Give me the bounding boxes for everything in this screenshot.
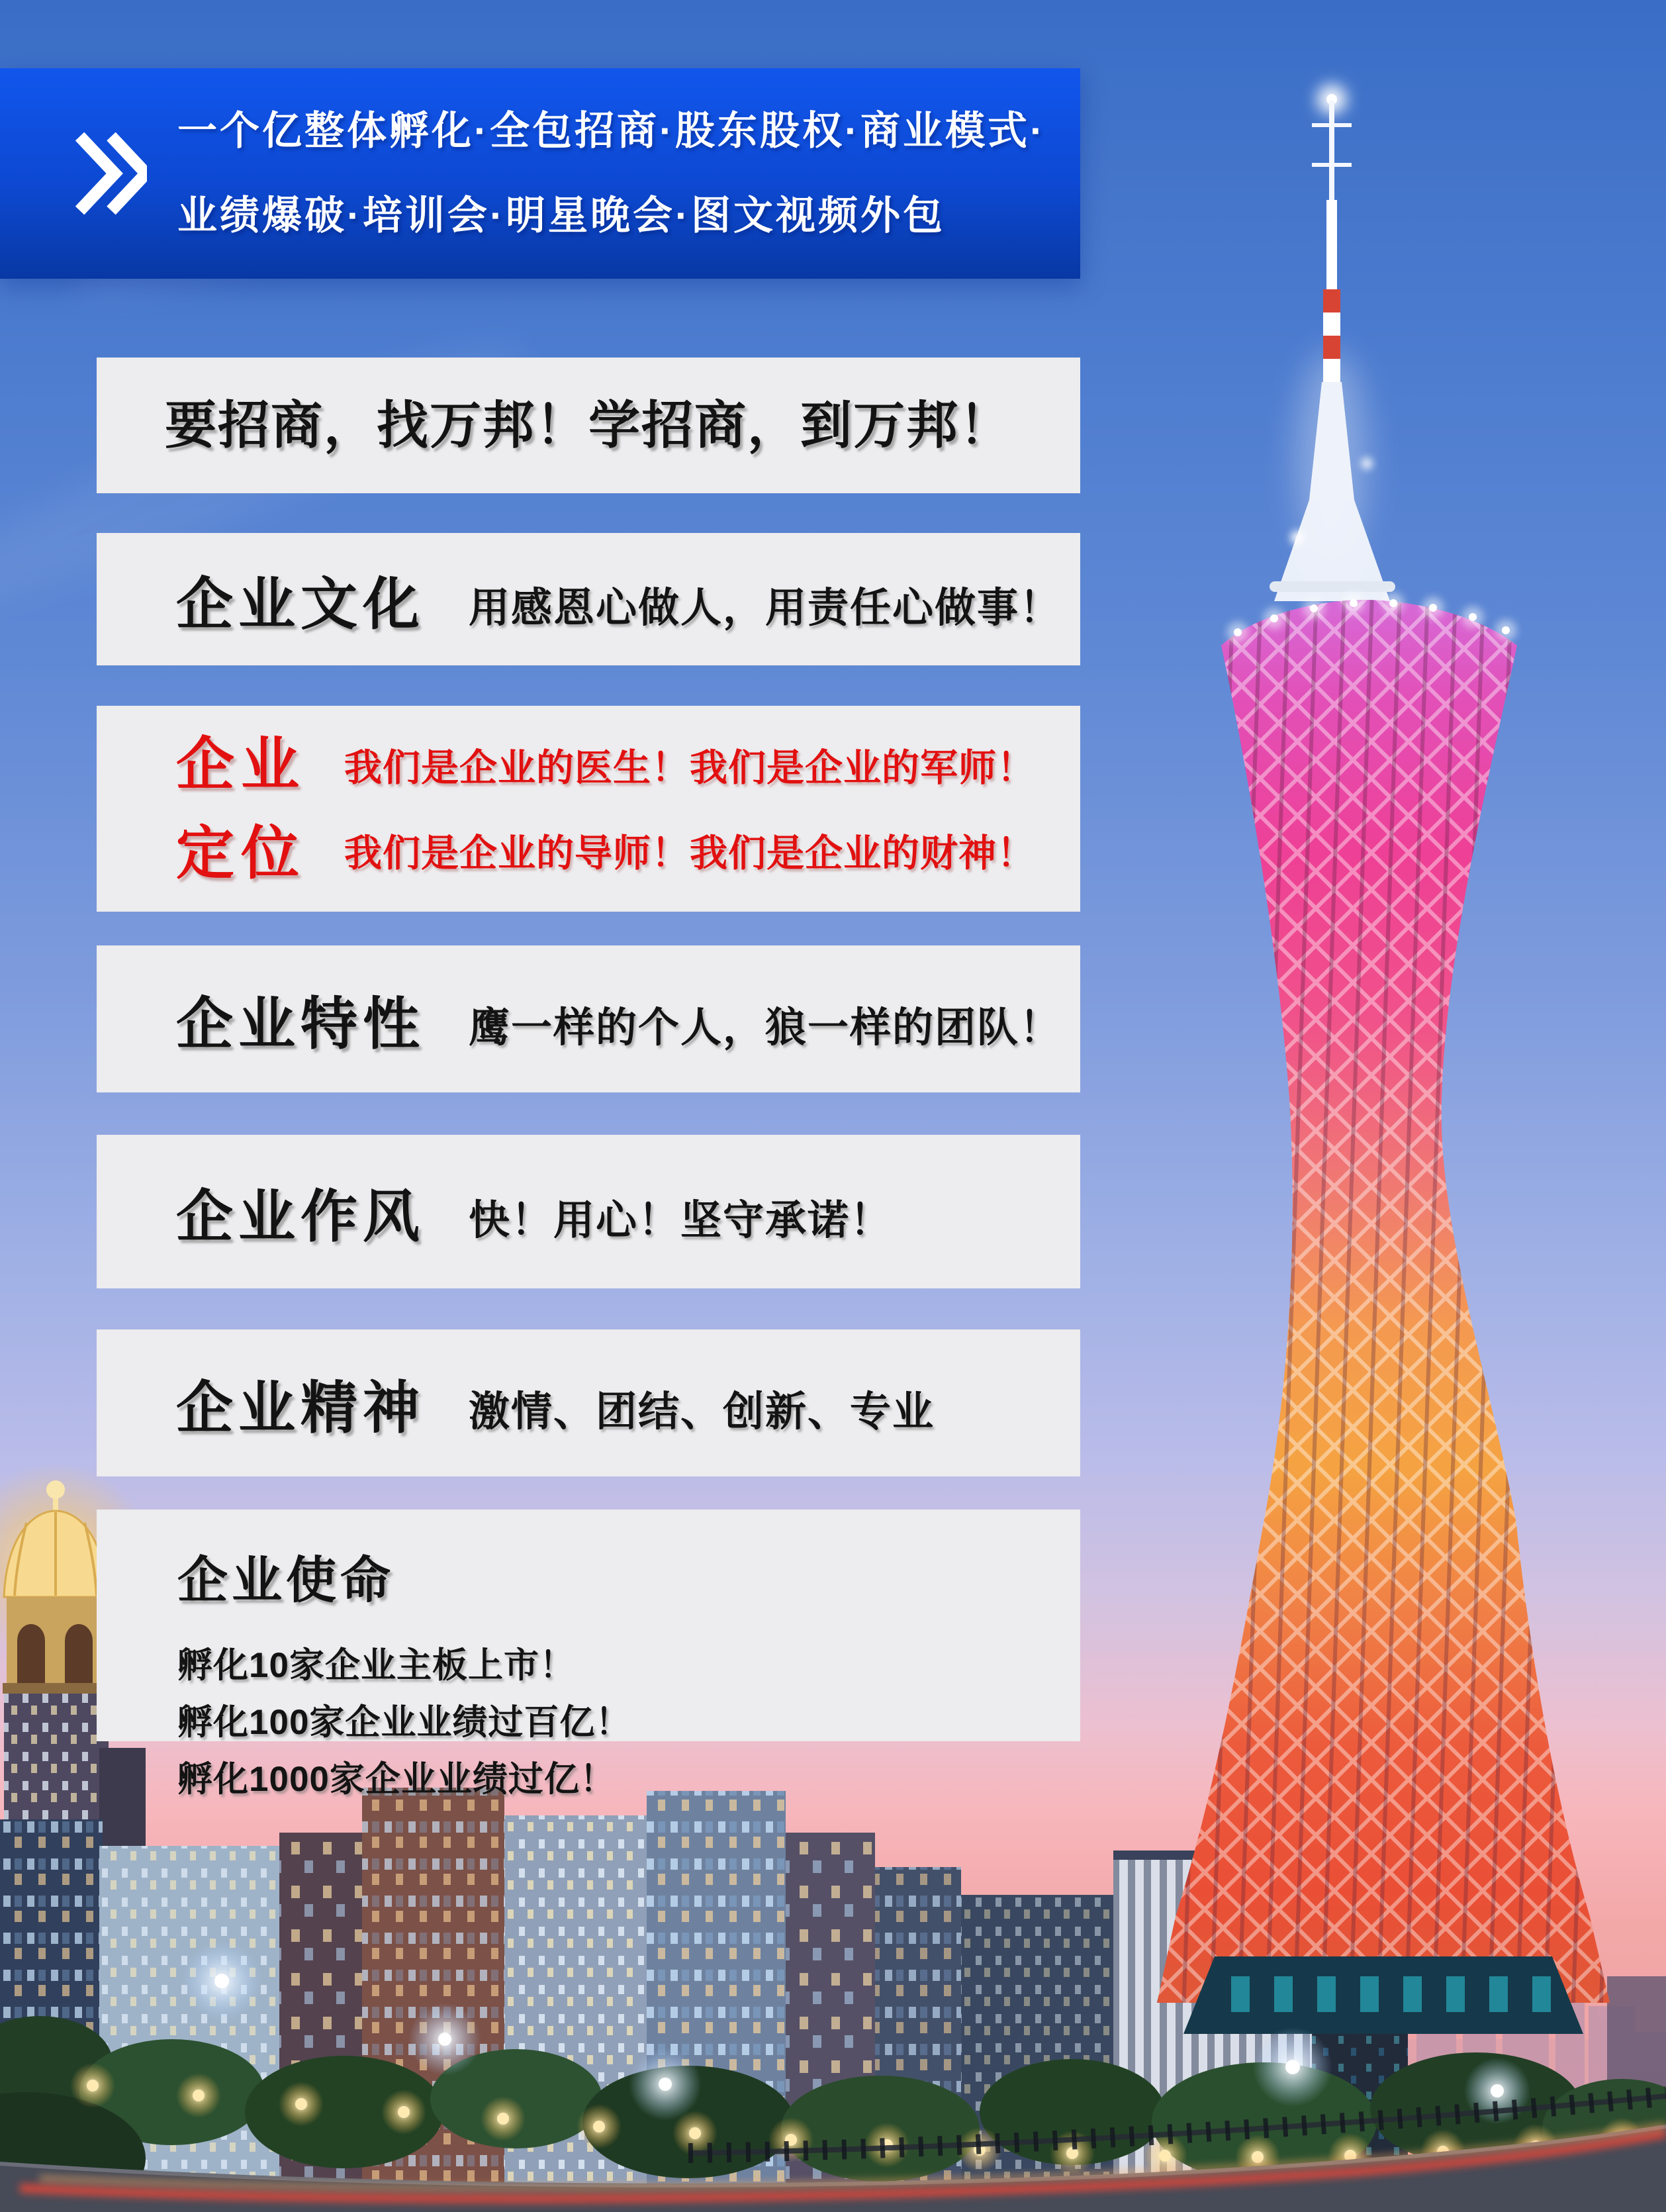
mission-panel <box>97 1510 1080 1799</box>
mission-line3: 孵化1000家企业业绩过亿！ <box>177 1759 616 1799</box>
positioning-title-line1: 企业 <box>176 731 306 797</box>
style-title: 企业作风 <box>176 1185 425 1249</box>
slogan-text: 要招商，找万邦！学招商，到万邦！ <box>164 396 1012 454</box>
positioning-line2: 我们是企业的导师！我们是企业的财神！ <box>344 832 1036 875</box>
double-chevron-right-icon <box>73 123 147 224</box>
top-banner-text <box>177 89 1046 258</box>
top-banner-line1: 一个亿整体孵化·全包招商·股东股权·商业模式· <box>177 109 1046 153</box>
positioning-line1: 我们是企业的医生！我们是企业的军师！ <box>344 747 1036 790</box>
spirit-title: 企业精神 <box>176 1376 425 1440</box>
mission-title: 企业使命 <box>177 1553 394 1609</box>
positioning-panel <box>97 706 1080 912</box>
tower-base-pavilion <box>1183 1956 1583 2034</box>
characteristics-panel <box>97 945 1080 1092</box>
positioning-content <box>344 726 1035 896</box>
culture-content: 用感恩心做人，用责任心做事！ <box>469 585 1062 631</box>
culture-panel <box>97 533 1080 665</box>
style-content: 快！用心！坚守承诺！ <box>469 1197 893 1243</box>
characteristics-title: 企业特性 <box>176 992 425 1056</box>
positioning-title <box>176 720 306 898</box>
top-banner <box>0 68 1080 279</box>
culture-title: 企业文化 <box>176 573 425 636</box>
slogan-panel <box>97 358 1080 493</box>
mission-line2: 孵化100家企业业绩过百亿！ <box>177 1702 631 1742</box>
characteristics-content: 鹰一样的个人，狼一样的团队！ <box>469 1004 1062 1051</box>
positioning-title-line2: 定位 <box>176 820 306 886</box>
mission-lines <box>177 1637 1080 1808</box>
spirit-panel <box>97 1329 1080 1476</box>
mission-line1: 孵化10家企业主板上市！ <box>177 1646 575 1685</box>
top-banner-line2: 业绩爆破·培训会·明星晚会·图文视频外包 <box>177 193 945 238</box>
style-panel <box>97 1135 1080 1288</box>
spirit-content: 激情、团结、创新、专业 <box>469 1388 935 1435</box>
